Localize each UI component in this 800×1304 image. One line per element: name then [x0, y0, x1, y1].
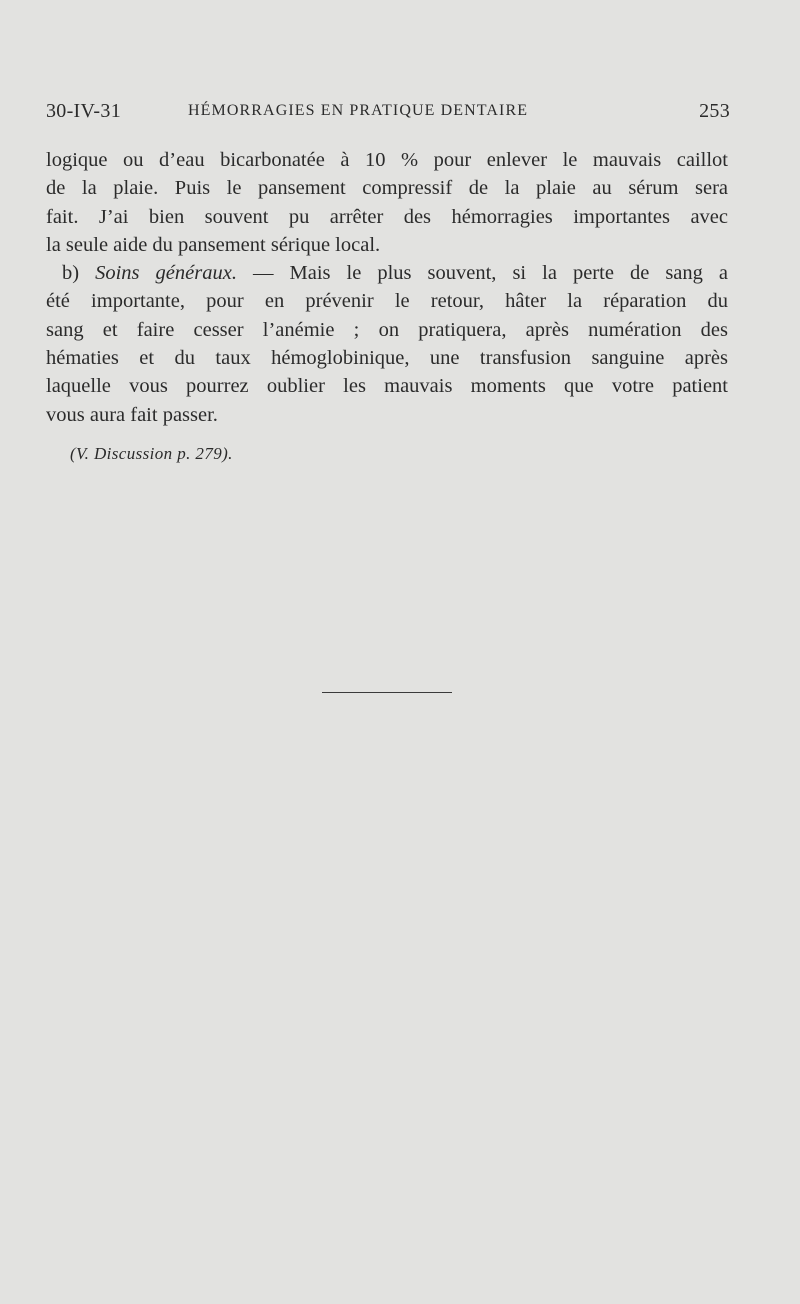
body-text — [46, 146, 728, 429]
text-line: sang et faire cesser l’anémie ; on pratiquera, après numération des — [46, 318, 728, 341]
section-b-heading-line — [46, 259, 728, 287]
header-title: HÉMORRAGIES EN PRATIQUE DENTAIRE — [188, 102, 529, 119]
text-line: hématies et du taux hémoglobinique, une transfusion sanguine après — [46, 347, 728, 370]
page-number: 253 — [699, 100, 730, 122]
text-line: été importante, pour en prévenir le retour, hâter la réparation du — [46, 290, 728, 313]
text-line: vous aura fait passer. — [46, 403, 218, 426]
text-line: laquelle vous pourrez oublier les mauvais moments que votre patient — [46, 375, 728, 398]
section-b-first-line-rest: — Mais le plus souvent, si la perte de sang a — [252, 262, 729, 285]
section-b-marker: b) — [62, 262, 80, 285]
running-header — [46, 100, 730, 128]
section-b-title: Soins généraux. — [95, 262, 237, 285]
text-line: logique ou d’eau bicarbonatée à 10 % pour enlever le mauvais caillot — [46, 149, 728, 171]
text-line: fait. J’ai bien souvent pu arrêter des hémorragies importantes avec — [46, 205, 728, 228]
text-line: la seule aide du pansement sérique local. — [46, 233, 381, 256]
discussion-reference: (V. Discussion p. 279). — [70, 444, 233, 463]
header-date: 30-IV-31 — [46, 100, 121, 122]
horizontal-divider — [322, 692, 452, 693]
text-line: de la plaie. Puis le pansement compressif de la plaie au sérum sera — [46, 177, 728, 200]
